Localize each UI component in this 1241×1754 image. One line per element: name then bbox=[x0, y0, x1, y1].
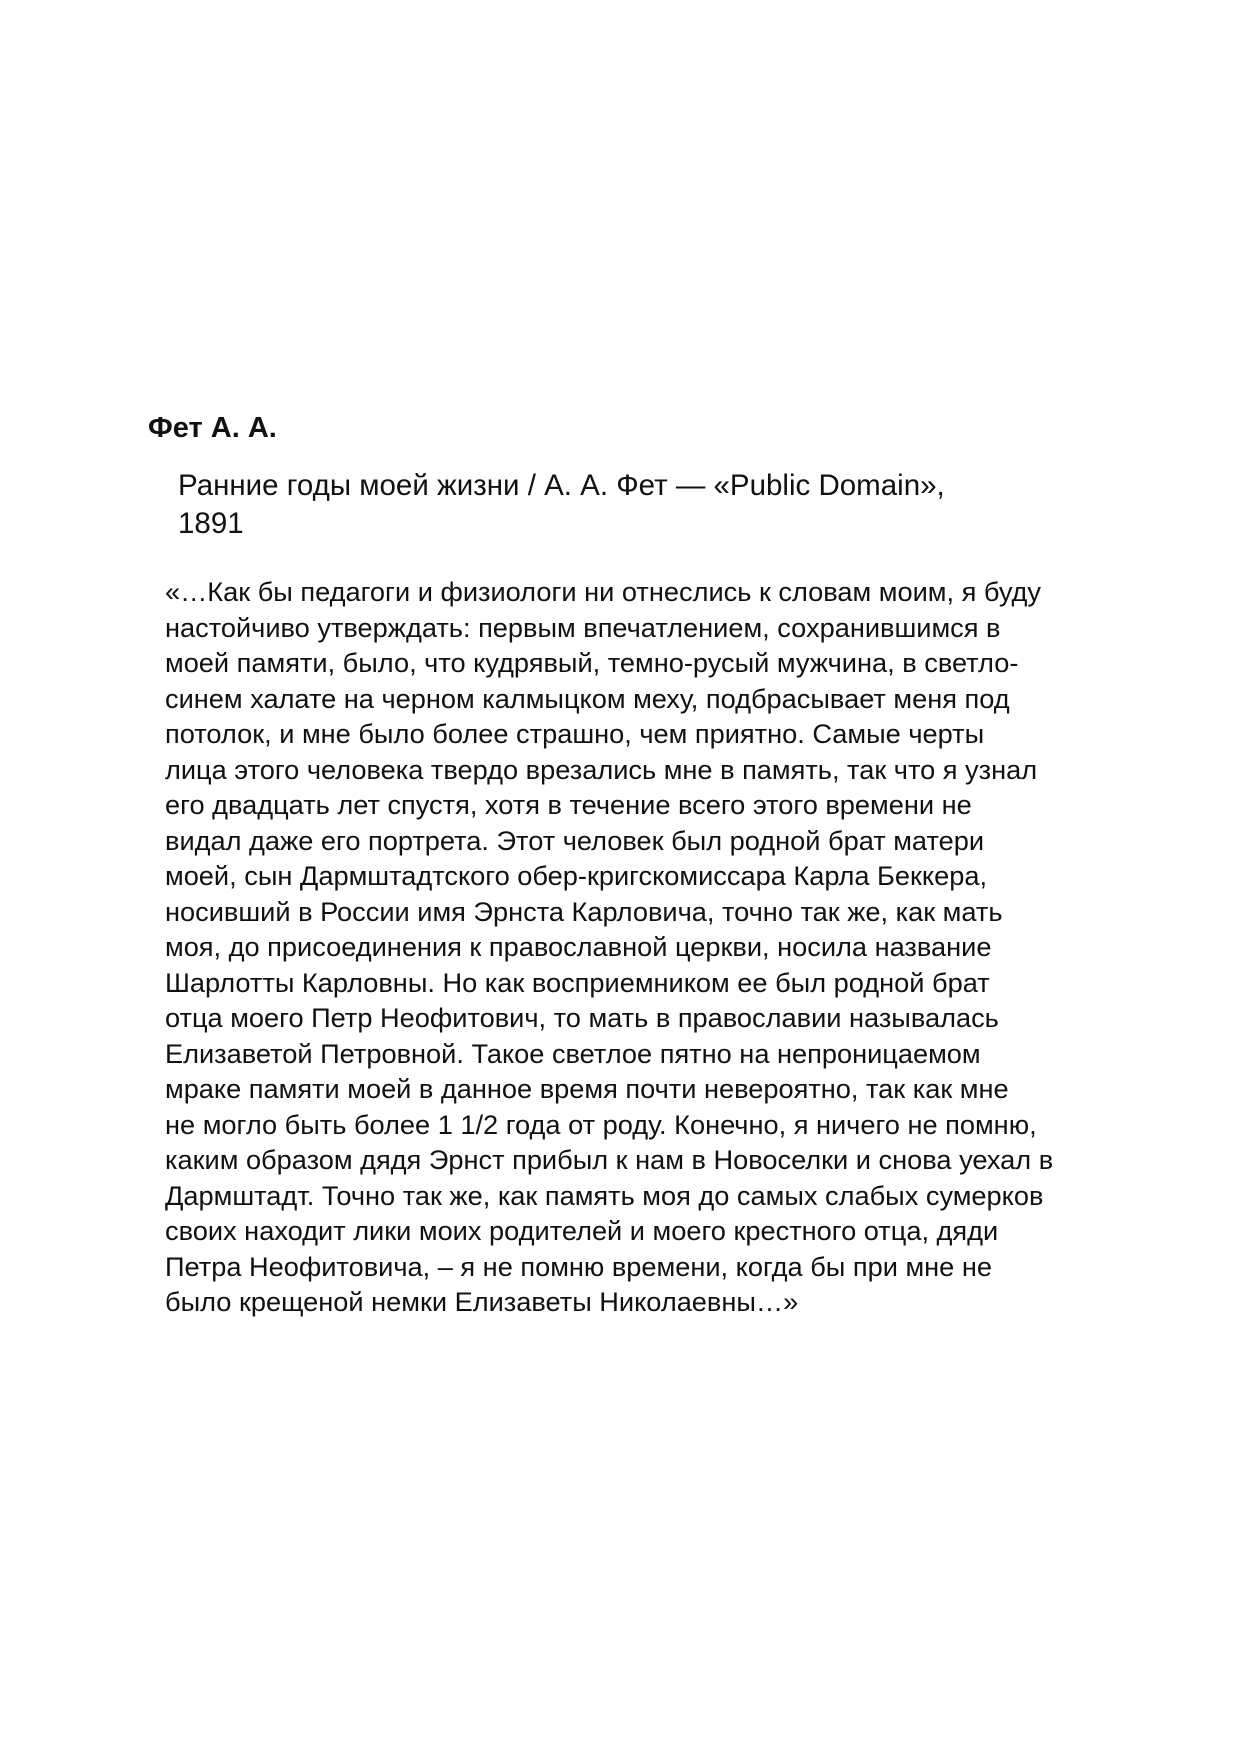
annotation-line: Дармштадт. Точно так же, как память моя до самых слабых сумерков bbox=[165, 1179, 1044, 1211]
annotation-line: моя, до присоединения к православной церкви, носила название bbox=[165, 931, 992, 962]
annotation-line: синем халате на черном калмыцком меху, подбрасывает меня под bbox=[165, 682, 1010, 714]
annotation-line: его двадцать лет спустя, хотя в течение всего этого времени не bbox=[165, 789, 972, 820]
author-heading: Фет А. А. bbox=[148, 412, 277, 444]
annotation-line: мраке памяти моей в данное время почти невероятно, так как мне bbox=[165, 1073, 1009, 1104]
annotation-text bbox=[165, 574, 1053, 1320]
annotation-line: «…Как бы педагоги и физиологи ни отнеслись к словам моим, я буду bbox=[165, 576, 1041, 607]
citation bbox=[178, 467, 945, 543]
citation-line: 1891 bbox=[178, 507, 244, 540]
annotation-line: Петра Неофитовича, – я не помню времени, когда бы при мне не bbox=[165, 1250, 992, 1282]
annotation-line: потолок, и мне было более страшно, чем приятно. Самые черты bbox=[165, 718, 985, 749]
annotation-line: своих находит лики моих родителей и моего крестного отца, дяди bbox=[165, 1215, 999, 1246]
annotation-line: носивший в России имя Эрнста Карловича, точно так же, как мать bbox=[165, 895, 1003, 927]
annotation-line: не могло быть более 1 1/2 года от роду. Конечно, я ничего не помню, bbox=[165, 1108, 1037, 1140]
annotation-line: настойчиво утверждать: первым впечатлением, сохранившимся в bbox=[165, 611, 1001, 643]
annotation-line: Шарлотты Карловны. Но как восприемником ее был родной брат bbox=[165, 966, 990, 998]
annotation-line: было крещеной немки Елизаветы Николаевны…» bbox=[165, 1286, 799, 1317]
annotation-line: лица этого человека твердо врезались мне в память, так что я узнал bbox=[165, 753, 1038, 785]
annotation-line: моей, сын Дармштадтского обер-кригскомиссара Карла Беккера, bbox=[165, 860, 988, 891]
citation-line: Ранние годы моей жизни / А. А. Фет — «Public Domain», bbox=[178, 469, 945, 502]
annotation-line: каким образом дядя Эрнст прибыл к нам в Новоселки и снова уехал в bbox=[165, 1144, 1054, 1175]
annotation-line: моей памяти, было, что кудрявый, темно-русый мужчина, в светло- bbox=[165, 647, 1019, 678]
annotation-line: отца моего Петр Неофитович, то мать в православии называлась bbox=[165, 1002, 999, 1033]
annotation-line: Елизаветой Петровной. Такое светлое пятно на непроницаемом bbox=[165, 1037, 981, 1069]
annotation-line: видал даже его портрета. Этот человек был родной брат матери bbox=[165, 824, 985, 856]
